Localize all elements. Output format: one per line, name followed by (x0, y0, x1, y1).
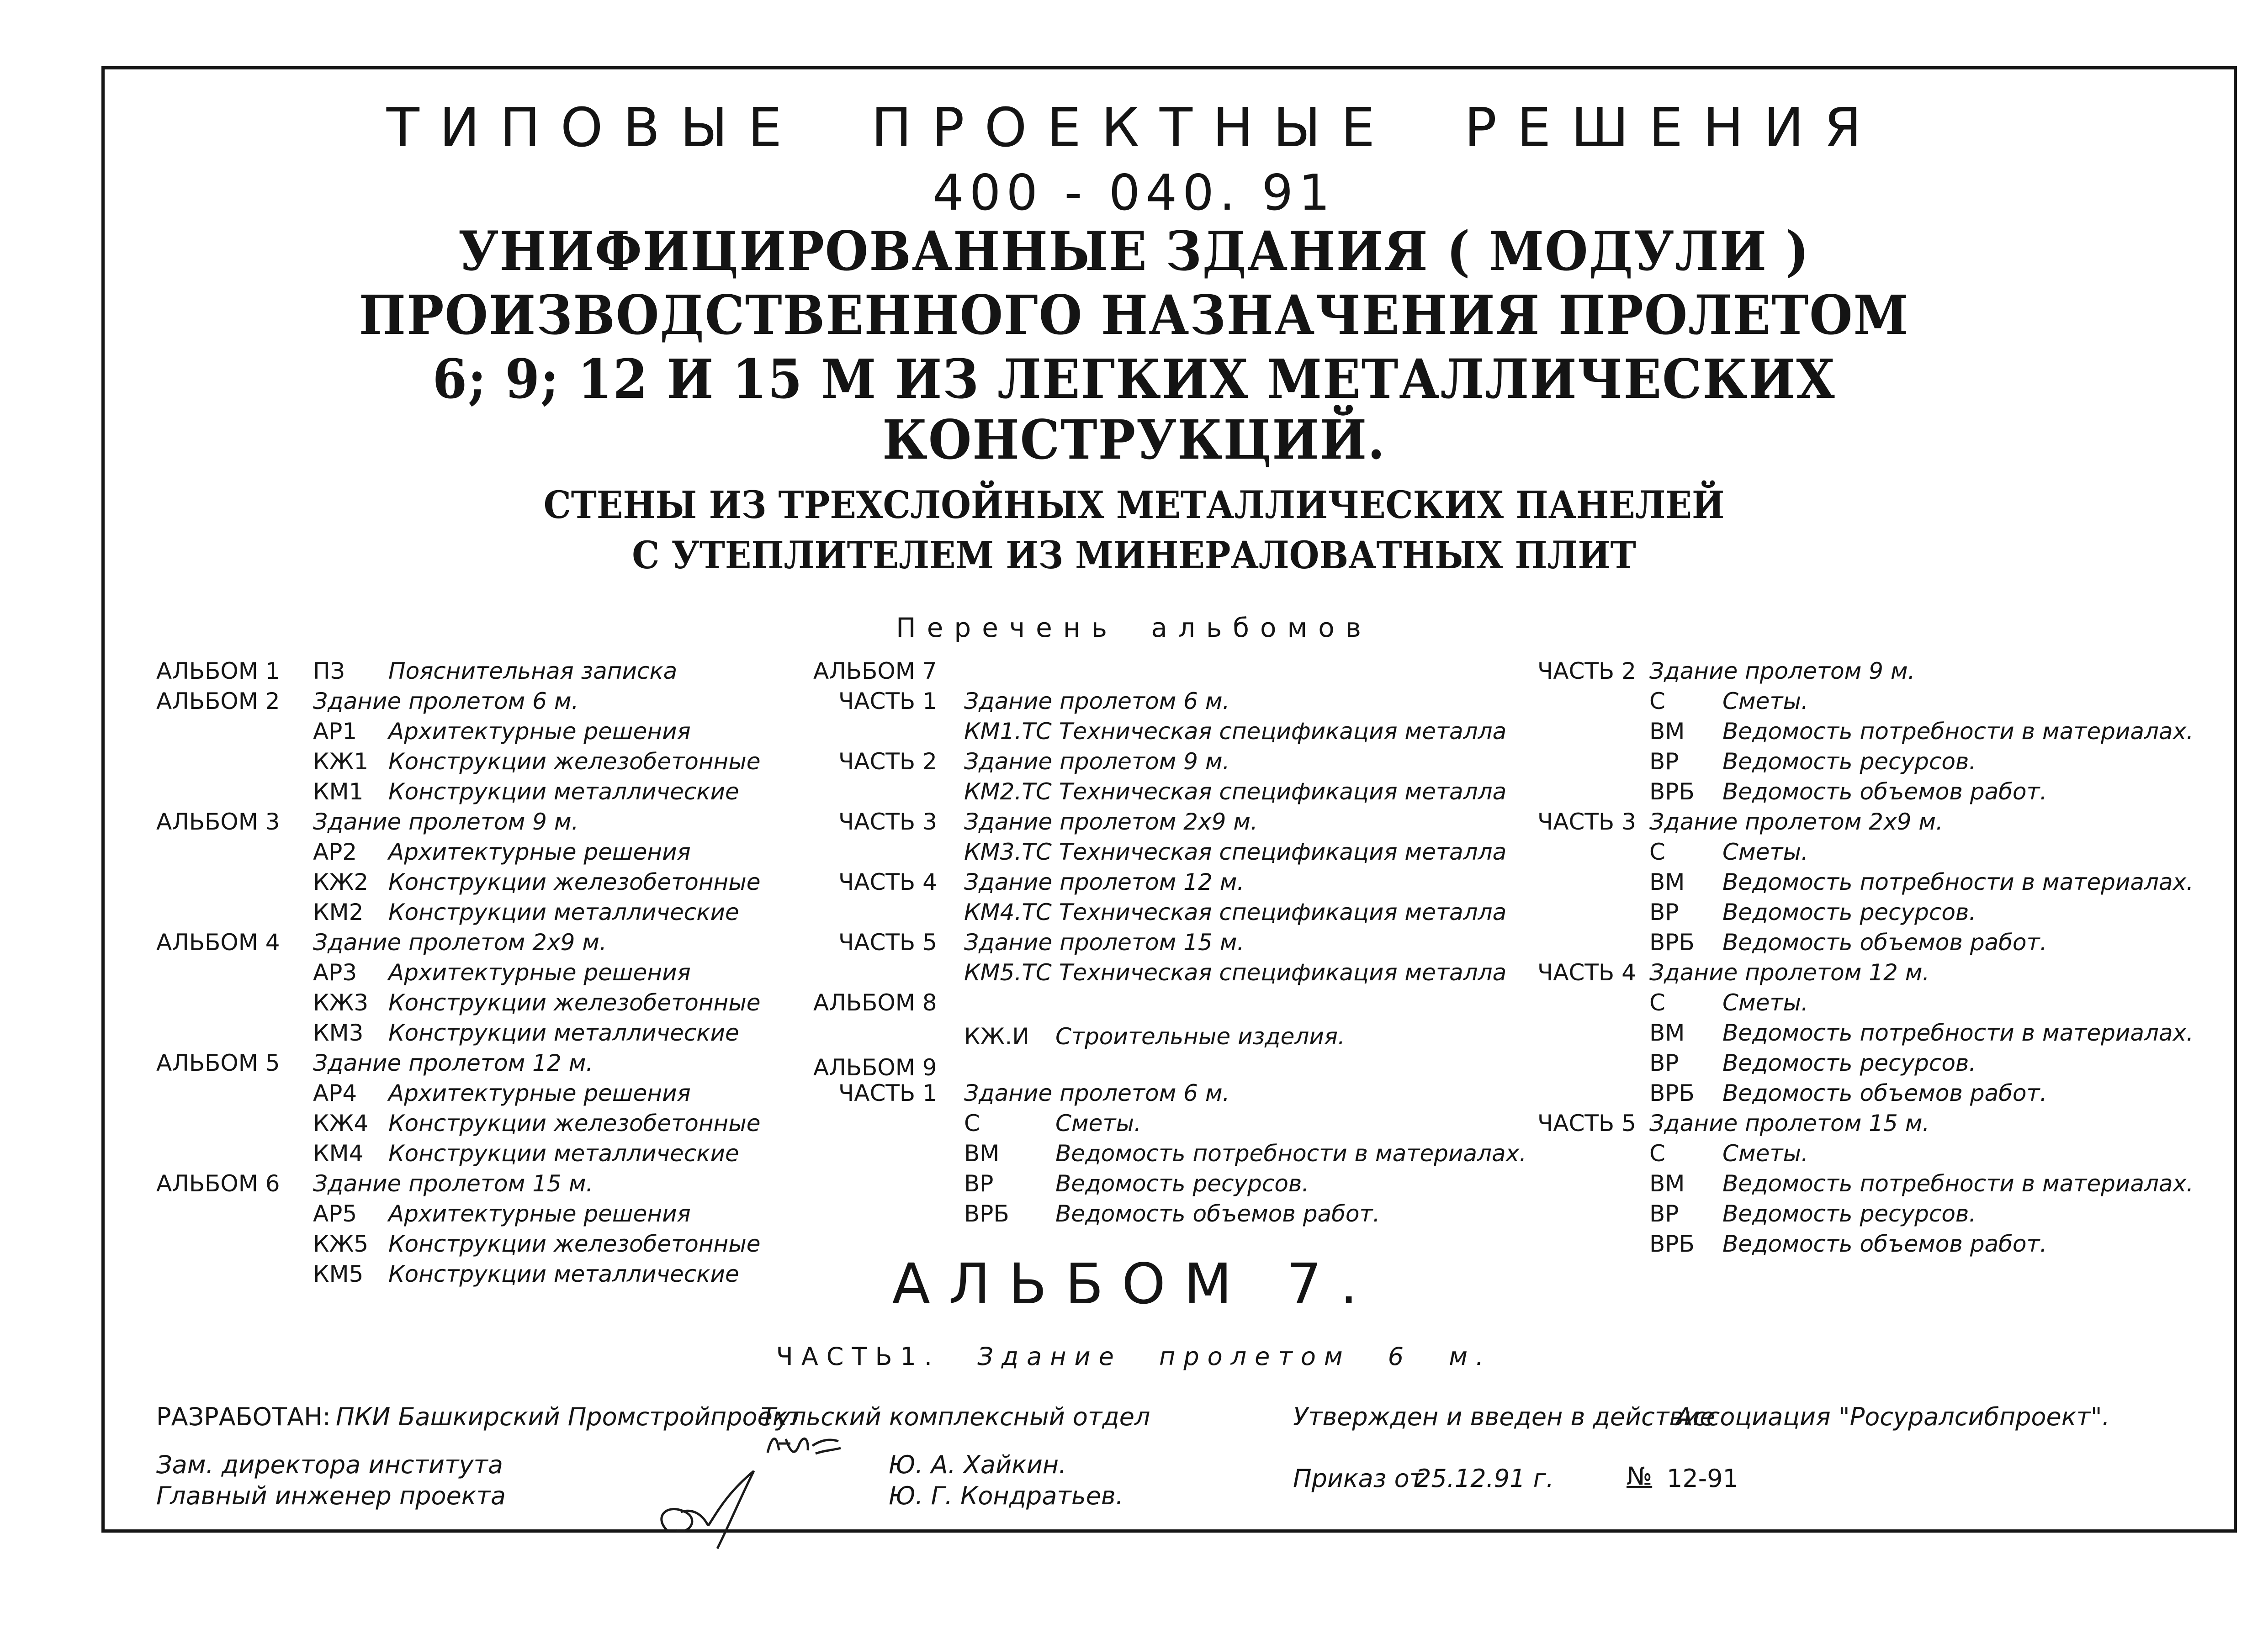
album-9-text-vrb: Ведомость объемов работ. (1055, 1200, 1380, 1227)
order-number-label: № (1627, 1462, 1653, 1491)
album-2-text-3: Конструкции металлические (388, 778, 739, 805)
album-9-part-5-building: Здание пролетом 15 м. (1649, 1110, 1930, 1137)
album-7-part-1-label: ЧАСТЬ 1 (838, 688, 937, 714)
album-8-label: АЛЬБОМ 8 (813, 989, 937, 1016)
album-9-code-vrb: ВРБ (964, 1200, 1009, 1227)
album-1-text: Пояснительная записка (388, 658, 678, 684)
p2-text-vrb: Ведомость объемов работ. (1722, 778, 2047, 805)
album-9-text-c: Сметы. (1055, 1110, 1141, 1137)
album-9-label: АЛЬБОМ 9 (813, 1054, 937, 1081)
album-3-code-1: АР2 (313, 839, 357, 865)
document-heading-line-1: УНИФИЦИРОВАННЫЕ ЗДАНИЯ ( МОДУЛИ ) (458, 219, 1810, 283)
p5-text-vrb: Ведомость объемов работ. (1722, 1231, 2047, 1257)
album-9-part-4-building: Здание пролетом 12 м. (1649, 959, 1930, 986)
p2-text-vr: Ведомость ресурсов. (1722, 748, 1977, 775)
p4-text-c: Сметы. (1722, 989, 1808, 1016)
role-chief-engineer: Главный инженер проекта (156, 1481, 506, 1510)
album-7-part-4-spec: КМ4.ТС Техническая спецификация металла (964, 899, 1507, 925)
album-9-part-2-label: ЧАСТЬ 2 (1537, 658, 1636, 684)
album-1-code: ПЗ (313, 658, 345, 684)
album-9-part-1-label: ЧАСТЬ 1 (838, 1080, 937, 1106)
p2-code-vm: ВМ (1649, 718, 1685, 745)
name-haikin: Ю. А. Хайкин. (889, 1450, 1067, 1479)
album-9-code-vr: ВР (964, 1170, 994, 1197)
p4-text-vr: Ведомость ресурсов. (1722, 1050, 1977, 1076)
album-7-part-4-label: ЧАСТЬ 4 (838, 869, 937, 895)
p3-code-vm: ВМ (1649, 869, 1685, 895)
album-4-label: АЛЬБОМ 4 (156, 929, 280, 956)
album-2-building: Здание пролетом 6 м. (313, 688, 579, 714)
album-4-building: Здание пролетом 2х9 м. (313, 929, 607, 956)
album-9-code-vm: ВМ (964, 1140, 1000, 1167)
p4-code-vm: ВМ (1649, 1020, 1685, 1046)
album-6-code-2: КЖ5 (313, 1231, 369, 1257)
album-1-label: АЛЬБОМ 1 (156, 658, 280, 684)
album-6-text-1: Архитектурные решения (388, 1200, 691, 1227)
album-9-text-vr: Ведомость ресурсов. (1055, 1170, 1309, 1197)
p5-code-vrb: ВРБ (1649, 1231, 1695, 1257)
album-5-building: Здание пролетом 12 м. (313, 1050, 593, 1076)
album-6-text-2: Конструкции железобетонные (388, 1231, 761, 1257)
album-9-part-3-label: ЧАСТЬ 3 (1537, 809, 1636, 835)
album-title: АЛЬБОМ 7. (892, 1252, 1376, 1317)
album-7-part-2-spec: КМ2.ТС Техническая спецификация металла (964, 778, 1507, 805)
p4-text-vm: Ведомость потребности в материалах. (1722, 1020, 2194, 1046)
album-9-part-5-label: ЧАСТЬ 5 (1537, 1110, 1636, 1137)
album-5-code-3: КМ4 (313, 1140, 364, 1167)
album-6-code-1: АР5 (313, 1200, 357, 1227)
album-2-label: АЛЬБОМ 2 (156, 688, 280, 714)
album-4-code-2: КЖ3 (313, 989, 369, 1016)
signature-kondratiev (649, 1462, 768, 1553)
album-7-part-3-label: ЧАСТЬ 3 (838, 809, 937, 835)
p2-text-vm: Ведомость потребности в материалах. (1722, 718, 2194, 745)
part-title (0, 1342, 2268, 1371)
album-2-text-1: Архитектурные решения (388, 718, 691, 745)
department: Тульский комплексный отдел (761, 1402, 1150, 1431)
album-7-part-5-spec: КМ5.ТС Техническая спецификация металла (964, 959, 1507, 986)
album-2-text-2: Конструкции железобетонные (388, 748, 761, 775)
p5-text-vm: Ведомость потребности в материалах. (1722, 1170, 2194, 1197)
album-6-text-3: Конструкции металлические (388, 1261, 739, 1287)
album-3-text-1: Архитектурные решения (388, 839, 691, 865)
p5-code-vm: ВМ (1649, 1170, 1685, 1197)
p5-code-vr: ВР (1649, 1200, 1679, 1227)
album-3-building: Здание пролетом 9 м. (313, 809, 579, 835)
album-2-code-2: КЖ1 (313, 748, 369, 775)
album-3-text-3: Конструкции металлические (388, 899, 739, 925)
album-7-part-1-building: Здание пролетом 6 м. (964, 688, 1230, 714)
album-5-text-2: Конструкции железобетонные (388, 1110, 761, 1137)
p5-text-c: Сметы. (1722, 1140, 1808, 1167)
role-deputy-director: Зам. директора института (156, 1450, 503, 1479)
album-5-text-3: Конструкции металлические (388, 1140, 739, 1167)
album-7-part-3-spec: КМ3.ТС Техническая спецификация металла (964, 839, 1507, 865)
album-7-label: АЛЬБОМ 7 (813, 658, 937, 684)
album-7-part-2-building: Здание пролетом 9 м. (964, 748, 1230, 775)
document-heading-line-2: ПРОИЗВОДСТВЕННОГО НАЗНАЧЕНИЯ ПРОЛЕТОМ (359, 283, 1909, 347)
album-6-building: Здание пролетом 15 м. (313, 1170, 593, 1197)
album-9-code-c: С (964, 1110, 980, 1137)
document-subheading-line-1: СТЕНЫ ИЗ ТРЕХСЛОЙНЫХ МЕТАЛЛИЧЕСКИХ ПАНЕЛЕЙ (543, 483, 1725, 527)
approval-text: Утвержден и введен в действие (1293, 1402, 1715, 1431)
album-7-part-5-building: Здание пролетом 15 м. (964, 929, 1245, 956)
developed-label: РАЗРАБОТАН: (156, 1402, 331, 1431)
p4-text-vrb: Ведомость объемов работ. (1722, 1080, 2047, 1106)
album-4-text-2: Конструкции железобетонные (388, 989, 761, 1016)
p3-text-vm: Ведомость потребности в материалах. (1722, 869, 2194, 895)
album-3-text-2: Конструкции железобетонные (388, 869, 761, 895)
name-kondratiev: Ю. Г. Кондратьев. (889, 1481, 1123, 1510)
album-9-part-3-building: Здание пролетом 2х9 м. (1649, 809, 1943, 835)
album-7-part-5-label: ЧАСТЬ 5 (838, 929, 937, 956)
p5-code-c: С (1649, 1140, 1665, 1167)
document-heading-line-4: КОНСТРУКЦИЙ. (882, 408, 1386, 471)
p3-code-vrb: ВРБ (1649, 929, 1695, 956)
part-title-prefix: ЧАСТЬ1. (776, 1342, 941, 1371)
p2-text-c: Сметы. (1722, 688, 1808, 714)
album-9-part-2-building: Здание пролетом 9 м. (1649, 658, 1915, 684)
order-date: 25.12.91 г. (1415, 1464, 1554, 1493)
p3-text-vrb: Ведомость объемов работ. (1722, 929, 2047, 956)
album-3-code-3: КМ2 (313, 899, 364, 925)
album-4-text-1: Архитектурные решения (388, 959, 691, 986)
album-9-text-vm: Ведомость потребности в материалах. (1055, 1140, 1527, 1167)
album-6-code-3: КМ5 (313, 1261, 364, 1287)
album-2-code-1: АР1 (313, 718, 357, 745)
album-7-part-2-label: ЧАСТЬ 2 (838, 748, 937, 775)
p2-code-vrb: ВРБ (1649, 778, 1695, 805)
album-6-label: АЛЬБОМ 6 (156, 1170, 280, 1197)
order-label: Приказ от (1293, 1464, 1424, 1493)
p3-code-c: С (1649, 839, 1665, 865)
album-2-code-3: КМ1 (313, 778, 364, 805)
album-4-code-1: АР3 (313, 959, 357, 986)
p3-text-c: Сметы. (1722, 839, 1808, 865)
album-9-part-1-building: Здание пролетом 6 м. (964, 1080, 1230, 1106)
album-5-label: АЛЬБОМ 5 (156, 1050, 280, 1076)
p2-code-vr: ВР (1649, 748, 1679, 775)
p3-text-vr: Ведомость ресурсов. (1722, 899, 1977, 925)
album-5-text-1: Архитектурные решения (388, 1080, 691, 1106)
album-4-code-3: КМ3 (313, 1020, 364, 1046)
part-title-text: Здание пролетом 6 м. (977, 1342, 1492, 1371)
p2-code-c: С (1649, 688, 1665, 714)
series-number: 400 - 040. 91 (933, 164, 1335, 222)
album-7-part-1-spec: КМ1.ТС Техническая спецификация металла (964, 718, 1507, 745)
p4-code-c: С (1649, 989, 1665, 1016)
order-number: 12-91 (1667, 1464, 1738, 1493)
p4-code-vrb: ВРБ (1649, 1080, 1695, 1106)
signature-haikin (758, 1425, 845, 1475)
document-subheading-line-2: С УТЕПЛИТЕЛЕМ ИЗ МИНЕРАЛОВАТНЫХ ПЛИТ (632, 534, 1636, 577)
album-7-part-3-building: Здание пролетом 2х9 м. (964, 809, 1258, 835)
document-heading-line-3: 6; 9; 12 И 15 М ИЗ ЛЕГКИХ МЕТАЛЛИЧЕСКИХ (432, 347, 1836, 411)
album-5-code-2: КЖ4 (313, 1110, 369, 1137)
album-list-title: Перечень альбомов (896, 612, 1372, 643)
series-title: ТИПОВЫЕ ПРОЕКТНЫЕ РЕШЕНИЯ (386, 96, 1882, 159)
p4-code-vr: ВР (1649, 1050, 1679, 1076)
album-3-label: АЛЬБОМ 3 (156, 809, 280, 835)
p3-code-vr: ВР (1649, 899, 1679, 925)
album-5-code-1: АР4 (313, 1080, 357, 1106)
album-8-text: Строительные изделия. (1055, 1023, 1345, 1050)
developer-organization: ПКИ Башкирский Промстройпроект (336, 1402, 802, 1431)
album-8-code: КЖ.И (964, 1023, 1029, 1050)
album-7-part-4-building: Здание пролетом 12 м. (964, 869, 1245, 895)
album-4-text-3: Конструкции металлические (388, 1020, 739, 1046)
association-name: Ассоциация "Росуралсибпроект". (1676, 1402, 2110, 1431)
p5-text-vr: Ведомость ресурсов. (1722, 1200, 1977, 1227)
album-9-part-4-label: ЧАСТЬ 4 (1537, 959, 1636, 986)
album-3-code-2: КЖ2 (313, 869, 369, 895)
